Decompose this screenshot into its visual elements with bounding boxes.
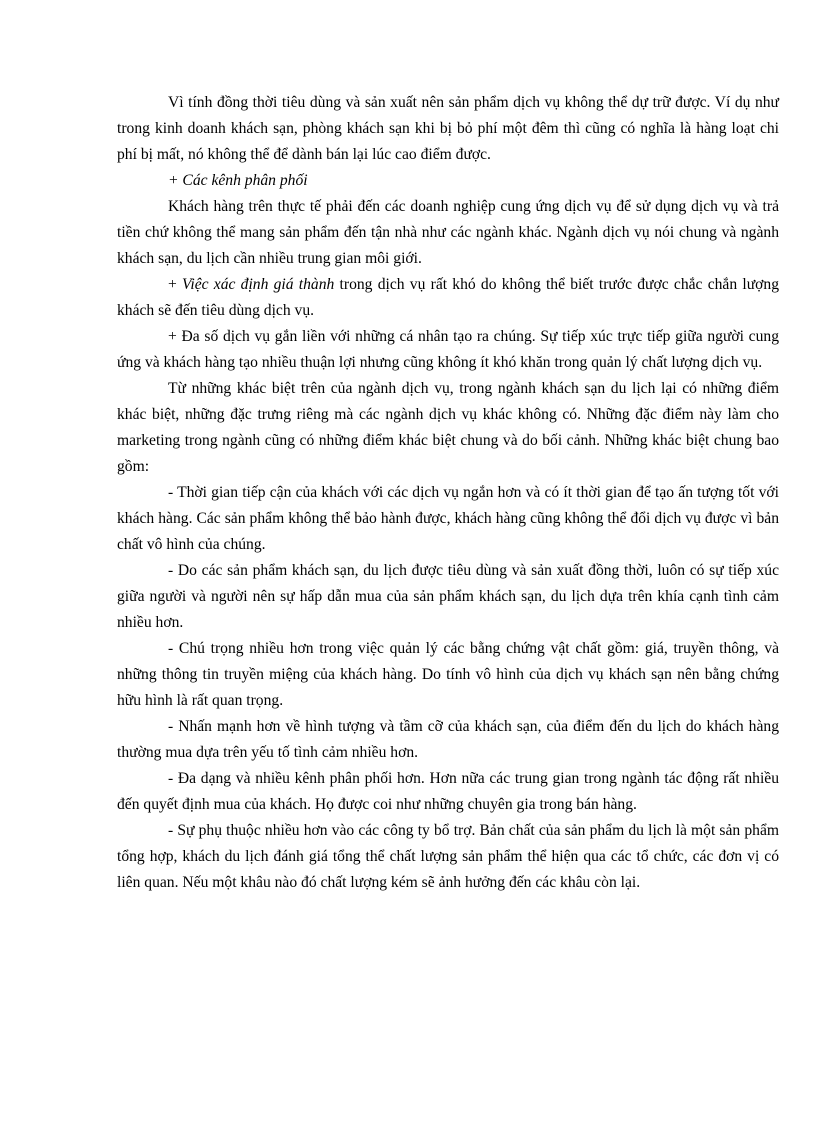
pricing-text: trong dịch vụ rất khó do không thể biết trước được chắc chắn lượng khách sẽ đến tiêu dùng dịch vụ. — [117, 276, 779, 319]
pricing-term: Việc xác định giá thành — [182, 276, 335, 293]
list-item-emotional-aspect: - Do các sản phẩm khách sạn, du lịch được tiêu dùng và sản xuất đồng thời, luôn có sự tiếp xúc giữa người và người nên sự hấp dẫn mua của sản phẩm khách sạn, du lịch dựa trên khía cạnh tình cảm nhiều hơn. — [117, 562, 779, 631]
list-item-access-time: - Thời gian tiếp cận của khách với các dịch vụ ngắn hơn và có ít thời gian để tạo ấn tượng tốt với khách hàng. Các sản phẩm không thể bảo hành được, khách hàng cũng không thể đổi dịch vụ được vì bản chất vô hình của chúng. — [117, 484, 779, 553]
pricing-bullet: + — [168, 276, 183, 293]
document-page — [117, 90, 779, 896]
paragraph-differences-intro: Từ những khác biệt trên của ngành dịch vụ, trong ngành khách sạn du lịch lại có những điểm khác biệt, những đặc trưng riêng mà các ngành dịch vụ khác không có. Những đặc điểm này làm cho marketing trong ngành cũng có những điểm khác biệt chung và do bối cảnh. Những khác biệt chung bao gồm: — [117, 380, 779, 475]
paragraph-storage: Vì tính đồng thời tiêu dùng và sản xuất nên sản phẩm dịch vụ không thể dự trữ được. Ví dụ như trong kinh doanh khách sạn, phòng khách sạn khi bị bỏ phí một đêm thì cũng có nghĩa là hàng loạt chi phí bị mất, nó không thể để dành bán lại lúc cao điểm được. — [117, 94, 779, 163]
list-item-image-emphasis: - Nhấn mạnh hơn về hình tượng và tầm cỡ của khách sạn, của điểm đến du lịch do khách hàng thường mua dựa trên yếu tố tình cảm nhiều hơn. — [117, 718, 779, 761]
paragraph-distribution: Khách hàng trên thực tế phải đến các doanh nghiệp cung ứng dịch vụ để sử dụng dịch vụ và trả tiền chứ không thể mang sản phẩm đến tận nhà như các ngành khác. Ngành dịch vụ nói chung và ngành khách sạn, du lịch cần nhiều trung gian môi giới. — [117, 198, 779, 267]
paragraph-pricing — [117, 272, 779, 324]
list-item-supporting-companies: - Sự phụ thuộc nhiều hơn vào các công ty bổ trợ. Bản chất của sản phẩm du lịch là một sản phẩm tổng hợp, khách du lịch đánh giá tổng thể chất lượng sản phẩm thể hiện qua các tổ chức, các đơn vị có liên quan. Nếu một khâu nào đó chất lượng kém sẽ ảnh hưởng đến các khâu còn lại. — [117, 822, 779, 891]
paragraph-individuals: + Đa số dịch vụ gắn liền với những cá nhân tạo ra chúng. Sự tiếp xúc trực tiếp giữa người cung ứng và khách hàng tạo nhiều thuận lợi nhưng cũng không ít khó khăn trong quản lý chất lượng dịch vụ. — [117, 328, 779, 371]
heading-distribution-channels: + Các kênh phân phối — [168, 172, 308, 189]
list-item-physical-evidence: - Chú trọng nhiều hơn trong việc quản lý các bằng chứng vật chất gồm: giá, truyền thông, và những thông tin truyền miệng của khách hàng. Do tính vô hình của dịch vụ khách sạn nên bằng chứng hữu hình là rất quan trọng. — [117, 640, 779, 709]
list-item-channels-variety: - Đa dạng và nhiều kênh phân phối hơn. Hơn nữa các trung gian trong ngành tác động rất nhiều đến quyết định mua của khách. Họ được coi như những chuyên gia trong bán hàng. — [117, 770, 779, 813]
